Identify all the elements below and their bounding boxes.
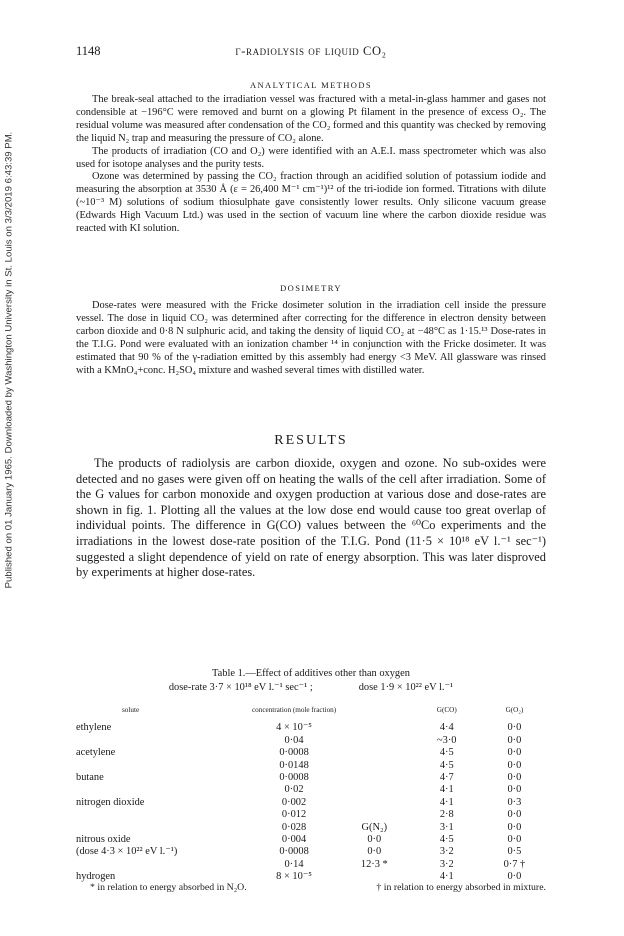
table-row [76, 859, 546, 871]
table-row [76, 846, 546, 858]
header-g-co: G(CO) [436, 706, 457, 714]
table-condition-dose: dose 1·9 × 10²² eV l.⁻¹ [358, 682, 454, 693]
dosimetry-heading: DOSIMETRY [280, 283, 342, 293]
solute-cell [76, 809, 250, 821]
g-n2-cell [338, 722, 411, 734]
concentration-cell: 0·0148 [279, 759, 309, 771]
dosimetry-paragraph: Dose-rates were measured with the Fricke dosimeter solution in the irradiation cell inside the pressure vessel. The dose in liquid CO₂ was determined after correcting for the difference in electron density between carbon dioxide and 0·8 N sulphuric acid, and taking the density of liquid CO₂ at −48°C as 1·15.¹³ Dose-rates in the T.I.G. Pond were evaluated with an ionization chamber ¹⁴ in conjunction with the Fricke dosimeter. It was estimated that 90 % of the γ-radiation emitted by this assembly had energy <3 MeV. All glassware was rinsed with a KMnO₄+conc. H₂SO₄ mixture and washed several times with distilled water. [76, 300, 546, 376]
g-n2-cell [338, 747, 411, 759]
g-co-cell: 4·4 [439, 722, 454, 734]
dosimetry-section [76, 283, 546, 377]
analytical-methods-section [76, 80, 546, 236]
g-co-cell: 2·8 [439, 809, 454, 821]
concentration-cell: 0·0008 [279, 747, 309, 759]
g-o2-cell: 0·0 [507, 772, 522, 784]
g-co-cell: 3·2 [439, 846, 454, 858]
g-n2-cell [338, 809, 411, 821]
g-co-cell: 4·5 [439, 747, 454, 759]
concentration-cell: 0·0008 [279, 846, 309, 858]
page-number: 1148 [76, 44, 101, 58]
solute-cell: nitrous oxide [76, 834, 131, 846]
table-footnotes [90, 882, 546, 893]
table-caption-block [76, 668, 546, 693]
solute-cell: acetylene [76, 747, 116, 759]
g-n2-cell [338, 797, 411, 809]
solute-cell [76, 735, 250, 747]
concentration-cell: 0·004 [281, 834, 307, 846]
g-o2-cell: 0·7 † [503, 858, 526, 870]
g-co-cell: 3·2 [439, 858, 454, 870]
table-condition-dose-rate: dose-rate 3·7 × 10¹⁸ eV l.⁻¹ sec⁻¹ ; [168, 682, 313, 693]
g-n2-cell [338, 735, 411, 747]
solute-cell [76, 822, 250, 834]
concentration-cell: 4 × 10⁻⁵ [276, 722, 312, 734]
concentration-cell: 8 × 10⁻⁵ [276, 871, 312, 883]
table-row [76, 834, 546, 846]
results-paragraph: The products of radiolysis are carbon dioxide, oxygen and ozone. No sub-oxides were detected and no gases were given off on heating the walls of the cell after irradiation. Some of the G values for carbon monoxide and oxygen production at various dose and dose-rates are shown in fig. 1. Plotting all the values at the low dose end would cause too great overlap of individual points. The difference in G(CO) values between the ⁶⁰Co experiments and the irradiations in the lowest dose-rate position of the T.I.G. Pond (11·5 × 10¹⁸ eV l.⁻¹ sec⁻¹) suggested a slight dependence of yield on rate of energy absorption. This was later disproved by experiments at higher dose-rates. [76, 456, 546, 580]
page-header [76, 44, 546, 62]
header-concentration: concentration (mole fraction) [251, 706, 337, 714]
g-o2-cell: 0·0 [507, 871, 522, 883]
table-header-row [76, 706, 546, 718]
download-watermark-text: Published on 01 January 1965. Downloaded by Washington University in St. Louis on 3/3/2019 6:43:39 PM. [3, 131, 15, 589]
g-n2-cell: 0·0 [367, 846, 382, 858]
g-o2-cell: 0·5 [507, 846, 522, 858]
table-row [76, 772, 546, 784]
g-o2-cell: 0·0 [507, 809, 522, 821]
g-co-cell: ~3·0 [437, 734, 457, 746]
g-o2-cell: 0·0 [507, 722, 522, 734]
table-row [76, 784, 546, 796]
table-row [76, 822, 546, 834]
header-blank [338, 706, 411, 718]
g-co-cell: 4·1 [439, 871, 454, 883]
g-o2-cell: 0·0 [507, 747, 522, 759]
concentration-cell: 0·02 [284, 784, 304, 796]
g-o2-cell: 0·0 [507, 759, 522, 771]
solute-cell: nitrogen dioxide [76, 796, 145, 808]
table-row [76, 797, 546, 809]
header-g-o2: G(O₂) [505, 706, 524, 714]
running-title: γ-radiolysis of liquid CO₂ [235, 44, 387, 58]
results-heading: RESULTS [274, 433, 348, 448]
g-o2-cell: 0·0 [507, 734, 522, 746]
table-row [76, 735, 546, 747]
table-row [76, 722, 546, 734]
download-watermark [2, 110, 16, 610]
table-caption: Table 1.—Effect of additives other than oxygen [212, 668, 410, 679]
g-o2-cell: 0·3 [507, 796, 522, 808]
header-solute: solute [122, 706, 140, 714]
table-conditions [76, 681, 546, 693]
table-row [76, 747, 546, 759]
table-row [76, 760, 546, 772]
solute-cell: hydrogen [76, 871, 116, 883]
table-body [76, 722, 546, 883]
concentration-cell: 0·14 [284, 858, 304, 870]
g-n2-cell [338, 760, 411, 772]
solute-cell: butane [76, 772, 104, 784]
analytical-paragraph-3: Ozone was determined by passing the CO₂ fraction through an acidified solution of potassium iodide and measuring the absorption at 3530 Å (ε = 26,400 M⁻¹ cm⁻¹)¹² of the tri-iodide ion formed. Titrations with dilute (~10⁻³ M) solutions of sodium thiosulphate gave consistently lower results. Only silicone vacuum grease (Edwards High Vacuum Ltd.) was used in the section of vacuum line where the carbon dioxide residue was reacted with KI solution. [76, 171, 546, 235]
solute-cell [76, 784, 250, 796]
table-row [76, 809, 546, 821]
g-n2-cell [338, 772, 411, 784]
g-n2-cell: G(N₂) [361, 821, 388, 833]
analytical-paragraph-2: The products of irradiation (CO and O₂) were identified with an A.E.I. mass spectrometer which was also used for isotope analyses and the purity tests. [76, 145, 546, 170]
analytical-paragraph-1: The break-seal attached to the irradiation vessel was fractured with a metal-in-glass hammer and gases not condensible at −196°C were removed and burnt on a glowing Pt filament in the presence of excess O₂. The residual volume was measured after condensation of the CO₂ formed and this quantity was checked by removing the liquid N₂ trap and measuring the pressure of CO₂ alone. [76, 94, 546, 144]
solute-cell: (dose 4·3 × 10²² eV l.⁻¹) [76, 846, 178, 858]
g-n2-cell: 0·0 [367, 834, 382, 846]
additives-table [76, 706, 546, 884]
g-n2-cell [338, 784, 411, 796]
g-n2-cell: 12·3 * [360, 858, 388, 870]
footnote-star: * in relation to energy absorbed in N₂O. [90, 882, 247, 893]
g-o2-cell: 0·0 [507, 784, 522, 796]
solute-cell: ethylene [76, 722, 112, 734]
g-o2-cell: 0·0 [507, 834, 522, 846]
g-co-cell: 4·7 [439, 772, 454, 784]
concentration-cell: 0·04 [284, 734, 304, 746]
concentration-cell: 0·002 [281, 796, 307, 808]
concentration-cell: 0·012 [281, 809, 307, 821]
concentration-cell: 0·028 [281, 821, 307, 833]
results-section [76, 433, 546, 581]
analytical-methods-heading: ANALYTICAL METHODS [249, 80, 372, 90]
g-co-cell: 4·5 [439, 834, 454, 846]
concentration-cell: 0·0008 [279, 772, 309, 784]
g-co-cell: 4·5 [439, 759, 454, 771]
g-o2-cell: 0·0 [507, 821, 522, 833]
footnote-dagger: † in relation to energy absorbed in mixture. [376, 882, 546, 893]
g-co-cell: 4·1 [439, 796, 454, 808]
g-co-cell: 4·1 [439, 784, 454, 796]
solute-cell [76, 859, 250, 871]
solute-cell [76, 760, 250, 772]
g-co-cell: 3·1 [439, 821, 454, 833]
